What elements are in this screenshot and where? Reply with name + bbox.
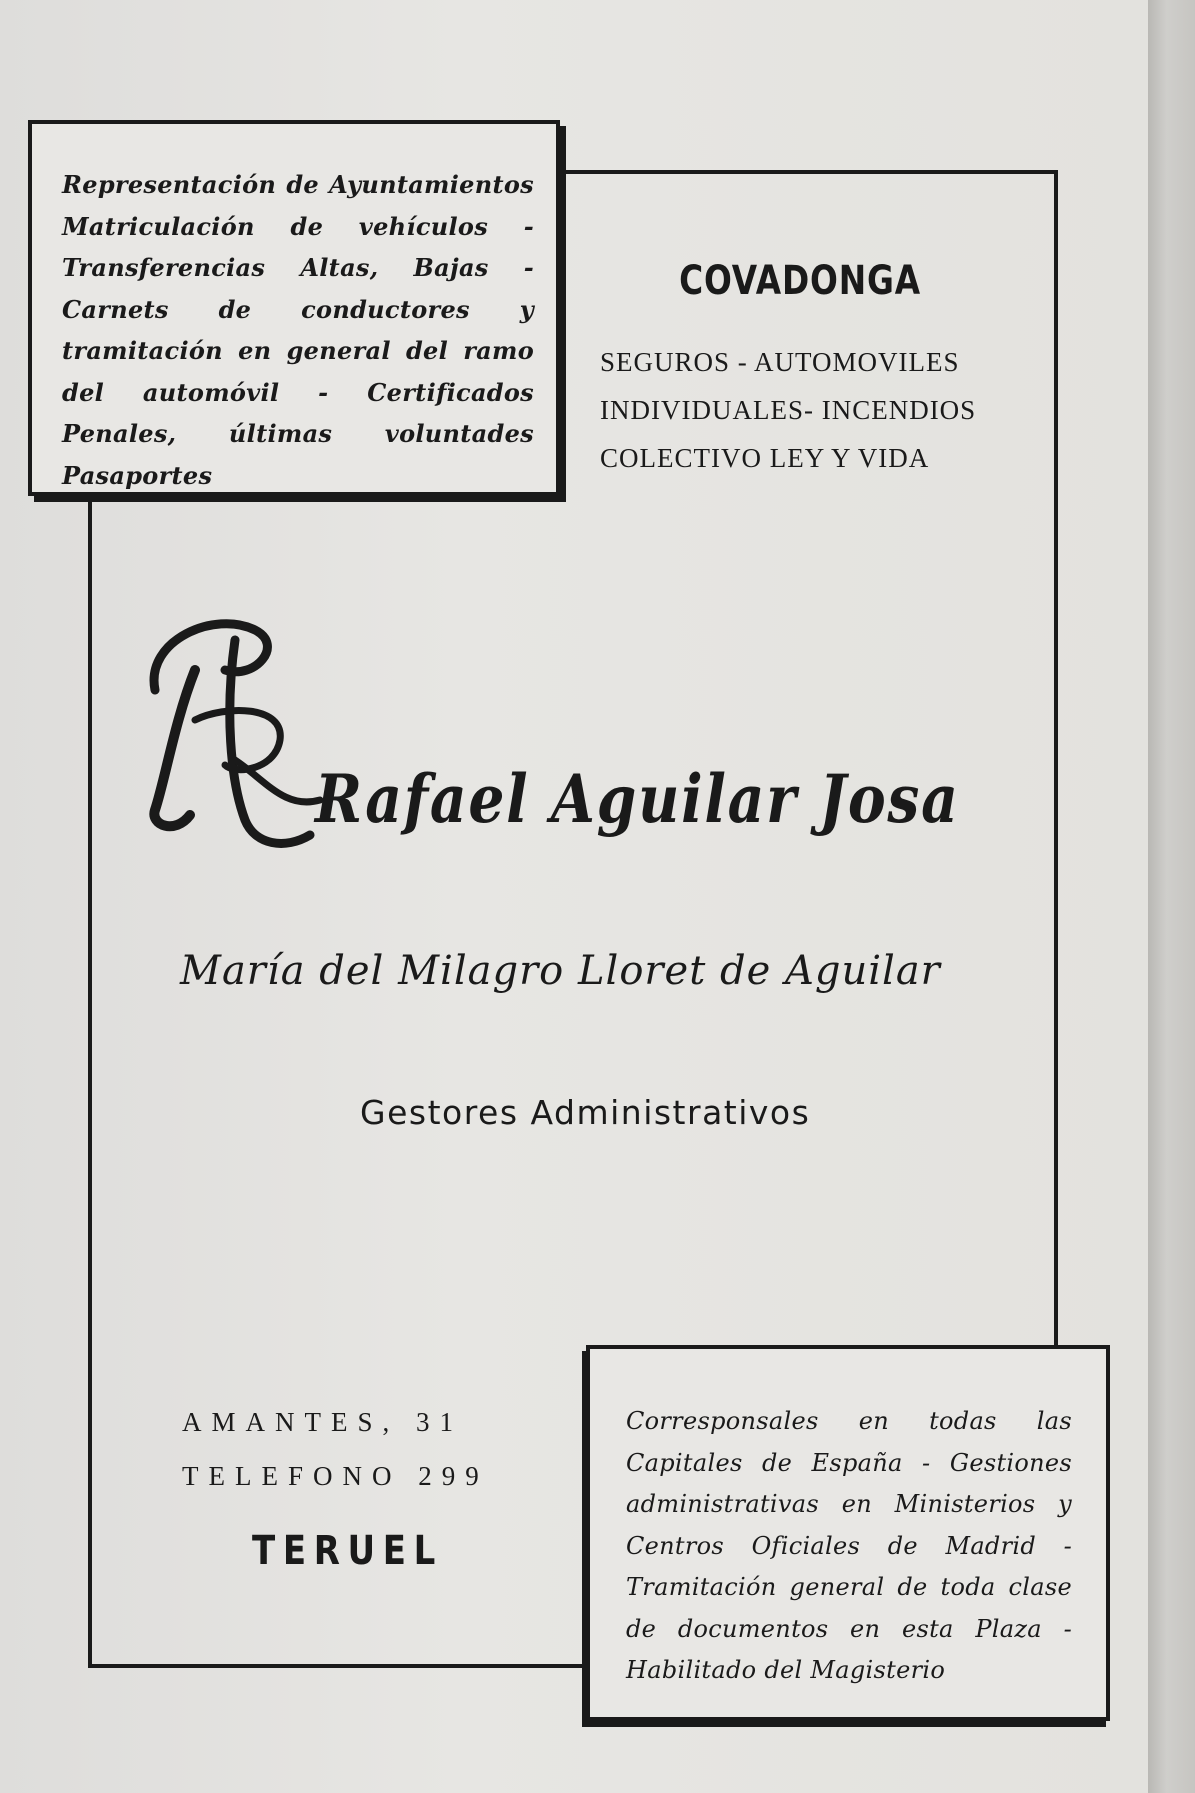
insurance-line: COLECTIVO LEY Y VIDA [600, 443, 930, 473]
correspondents-text: Corresponsales en todas las Capitales de España - Gestiones administrativas en Ministerios y Centros Oficiales de Madrid - Tramitación general de toda clase de documentos en esta Plaza - Habilitado del Magisterio [626, 1407, 1072, 1684]
phone-number: TELEFONO 299 [182, 1461, 489, 1491]
insurance-brand: COVADONGA [679, 258, 921, 304]
services-text: Representación de Ayuntamientos Matriculación de vehículos - Transferencias Altas, Bajas - Carnets de conductores y tramitación en general del ramo del automóvil - Certificados Penales, últimas voluntades Pasaportes [62, 170, 534, 490]
street-address: AMANTES, 31 [182, 1407, 464, 1437]
city: TERUEL [252, 1528, 443, 1574]
owner-name-block [135, 610, 1015, 880]
monogram-flourish-icon [135, 610, 335, 880]
insurance-line: INDIVIDUALES- INCENDIOS [600, 395, 977, 425]
correspondents-box [586, 1345, 1110, 1721]
address-block [182, 1395, 542, 1503]
page-edge [1148, 0, 1195, 1793]
insurance-line: SEGUROS - AUTOMOVILES [600, 347, 960, 377]
owner-name: Rafael Aguilar Josa [315, 760, 960, 838]
profession: Gestores Administrativos [360, 1093, 811, 1132]
advert-frame-top [560, 170, 1058, 174]
partner-name: María del Milagro Lloret de Aguilar [180, 948, 941, 994]
services-box [28, 120, 560, 496]
insurance-lines [600, 338, 1010, 482]
